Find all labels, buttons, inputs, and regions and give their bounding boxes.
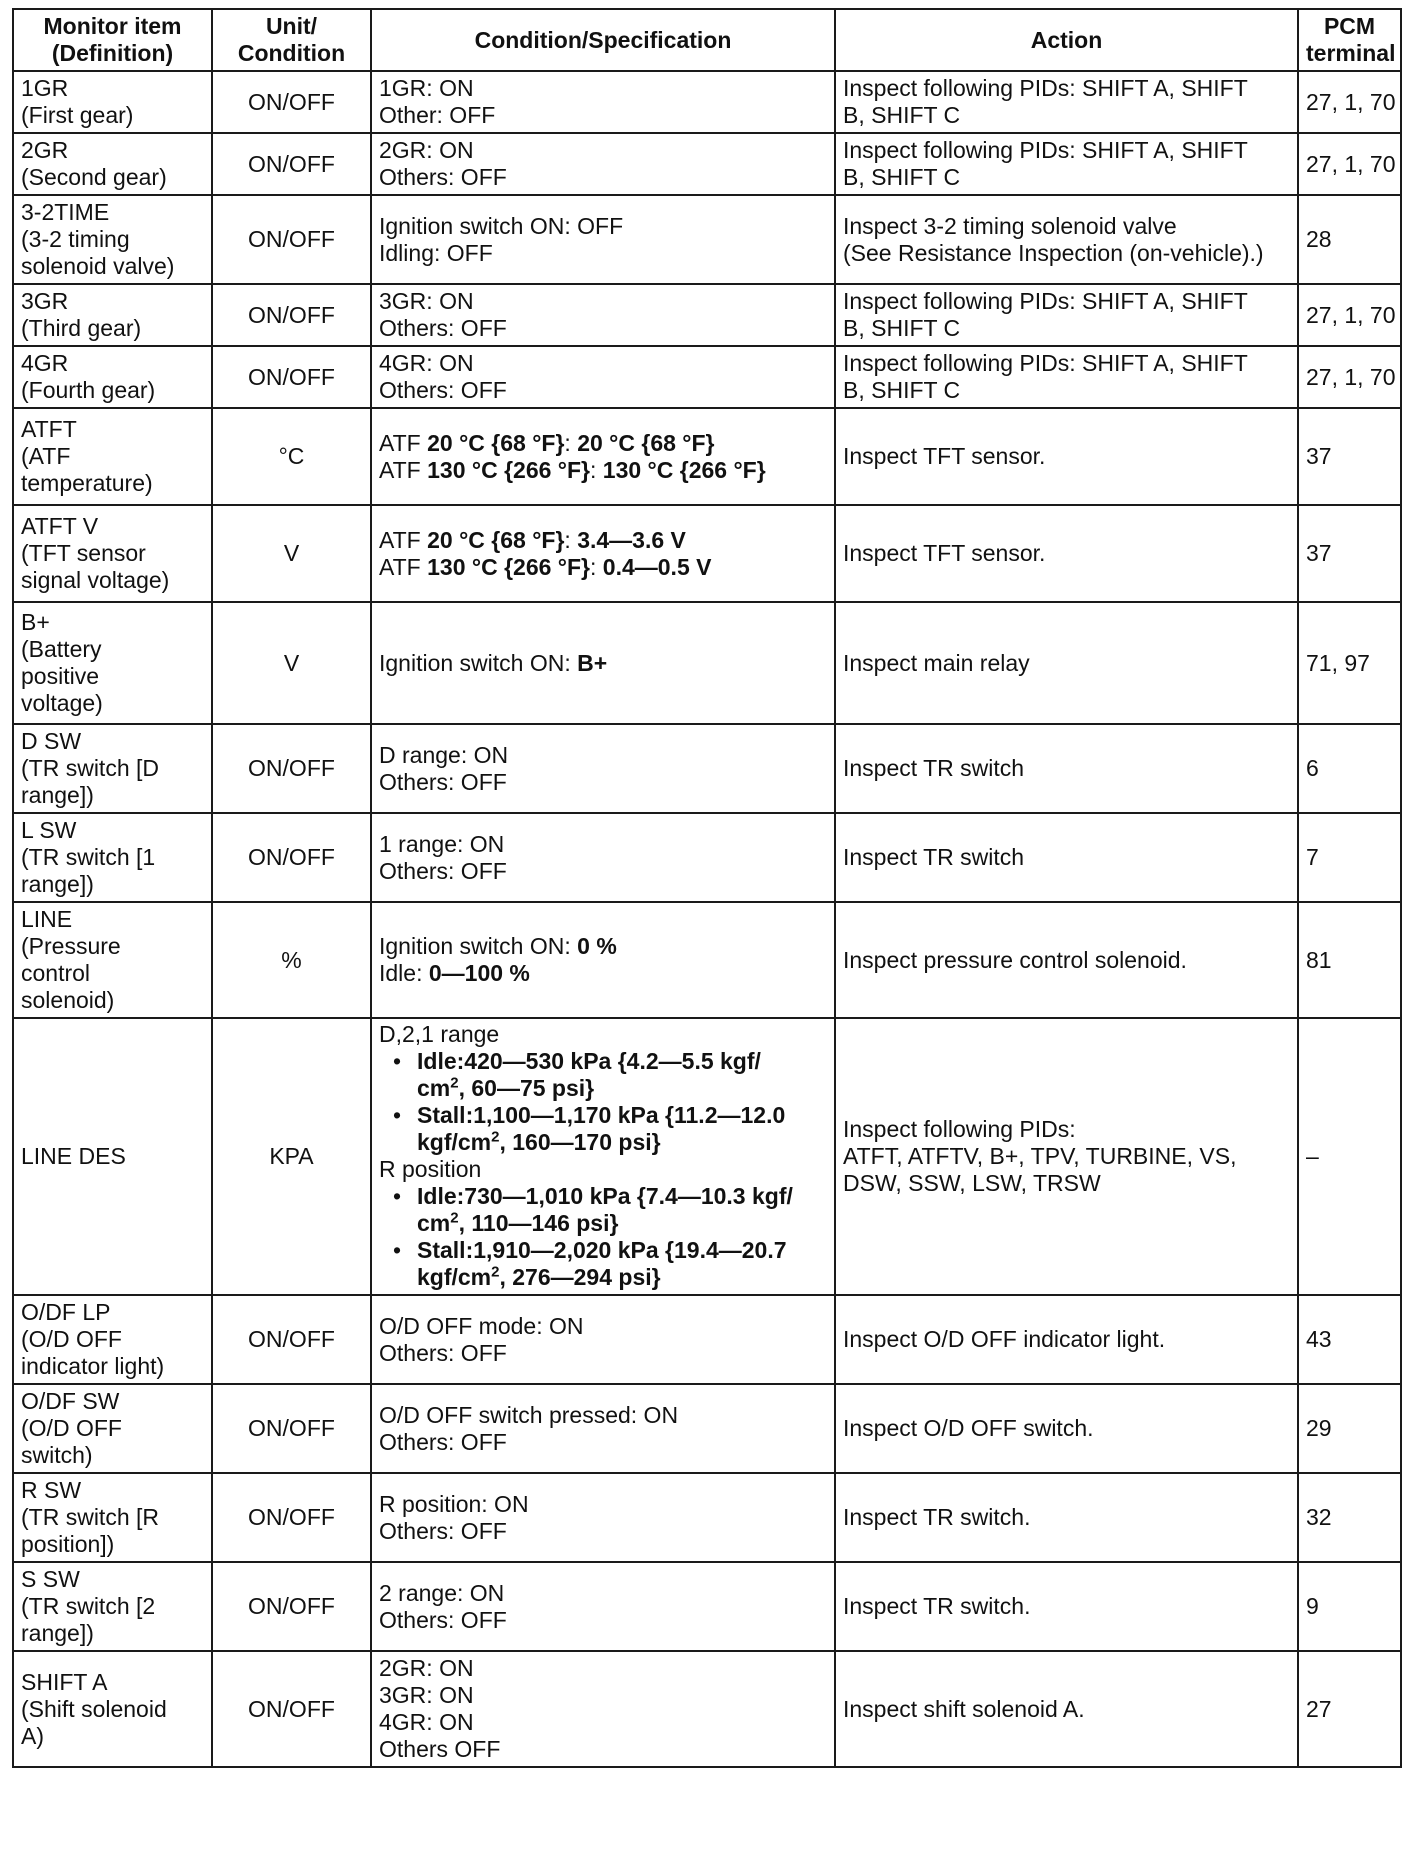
condition-cell — [371, 195, 835, 284]
monitor-item-line: ATFT V — [21, 513, 99, 539]
monitor-item-line: B+ — [21, 609, 50, 635]
condition-text: Others: OFF — [379, 768, 507, 795]
action-line: Inspect following PIDs: SHIFT A, SHIFT — [843, 288, 1248, 314]
condition-line — [379, 1402, 827, 1429]
action-line: Inspect O/D OFF indicator light. — [843, 1326, 1166, 1352]
monitor-item-cell — [13, 1473, 212, 1562]
action-line: Inspect following PIDs: SHIFT A, SHIFT — [843, 137, 1248, 163]
condition-bullet — [407, 1048, 827, 1102]
monitor-item-line: control — [21, 960, 91, 986]
condition-cell — [371, 505, 835, 602]
condition-text: 0—100 % — [428, 960, 530, 986]
action-line: Inspect 3-2 timing solenoid valve — [843, 212, 1177, 239]
action-cell — [835, 346, 1298, 408]
monitor-item-line: (3-2 timing — [21, 226, 130, 252]
unit-cell: KPA — [212, 1018, 371, 1295]
header-row — [13, 9, 1401, 71]
monitor-item-line: (Shift solenoid — [21, 1695, 167, 1722]
condition-line — [379, 1518, 827, 1545]
table-row — [13, 1651, 1401, 1767]
monitor-item-cell — [13, 346, 212, 408]
monitor-item-line: 3-2TIME — [21, 199, 110, 225]
table-row — [13, 71, 1401, 133]
monitor-item-line: range]) — [21, 782, 94, 808]
condition-text: 1 range: ON — [379, 830, 505, 857]
condition-text: : — [564, 429, 578, 456]
monitor-item-line: 1GR — [21, 75, 69, 101]
monitor-item-cell — [13, 284, 212, 346]
monitor-item-line: A) — [21, 1722, 44, 1749]
monitor-item-line: signal voltage) — [21, 567, 170, 593]
unit-cell: % — [212, 902, 371, 1018]
monitor-item-line: (O/D OFF — [21, 1326, 122, 1352]
condition-cell — [371, 71, 835, 133]
table-row — [13, 505, 1401, 602]
condition-text: 130 °C {266 °F} — [427, 456, 591, 483]
pcm-terminal-cell: 32 — [1298, 1473, 1401, 1562]
pcm-terminal-cell: 27, 1, 70 — [1298, 284, 1401, 346]
action-cell — [835, 505, 1298, 602]
unit-cell: ON/OFF — [212, 724, 371, 813]
monitor-item-cell — [13, 408, 212, 505]
condition-line — [379, 1709, 827, 1736]
condition-cell — [371, 133, 835, 195]
condition-text: Others: OFF — [379, 1517, 507, 1544]
monitor-item-line: (TR switch [D — [21, 755, 159, 781]
condition-cell — [371, 724, 835, 813]
table-row — [13, 346, 1401, 408]
action-line: Inspect TFT sensor. — [843, 443, 1046, 469]
monitor-item-line: range]) — [21, 871, 94, 897]
action-cell — [835, 1384, 1298, 1473]
table-row — [13, 902, 1401, 1018]
action-line: Inspect O/D OFF switch. — [843, 1415, 1094, 1441]
monitor-item-line: R SW — [21, 1477, 82, 1503]
table-row — [13, 1018, 1401, 1295]
monitor-item-line: S SW — [21, 1566, 80, 1592]
table-row — [13, 408, 1401, 505]
condition-text: Others: OFF — [379, 1606, 507, 1633]
table-row — [13, 724, 1401, 813]
pcm-terminal-cell: 27, 1, 70 — [1298, 71, 1401, 133]
action-line: Inspect TR switch. — [843, 1504, 1031, 1530]
condition-text: ATF — [379, 553, 428, 580]
action-cell — [835, 1473, 1298, 1562]
condition-text: 20 °C {68 °F} — [427, 526, 565, 553]
pcm-terminal-cell: 27, 1, 70 — [1298, 133, 1401, 195]
action-cell — [835, 133, 1298, 195]
monitor-item-line: solenoid valve) — [21, 253, 175, 279]
condition-cell — [371, 284, 835, 346]
monitor-item-line: (TFT sensor — [21, 540, 146, 566]
condition-text: R position: ON — [379, 1490, 529, 1517]
condition-bullet-text: • Idle:730—1,010 kPa {7.4—10.3 kgf/ $cm^2$, 110—146 psi} — [417, 1183, 793, 1236]
monitor-item-line: O/DF SW — [21, 1388, 120, 1414]
condition-text: Others: OFF — [379, 377, 507, 403]
condition-line — [379, 831, 827, 858]
pcm-terminal-cell: 7 — [1298, 813, 1401, 902]
monitor-item-line: 4GR — [21, 350, 69, 376]
monitor-item-line: positive — [21, 663, 99, 689]
pcm-terminal-cell: 9 — [1298, 1562, 1401, 1651]
condition-text: 130 °C {266 °F} — [602, 456, 766, 483]
condition-line — [379, 1313, 827, 1340]
condition-cell — [371, 346, 835, 408]
condition-line — [379, 1340, 827, 1367]
action-line: B, SHIFT C — [843, 102, 961, 128]
unit-cell: V — [212, 505, 371, 602]
monitor-item-line: (TR switch [R — [21, 1504, 159, 1530]
unit-cell: ON/OFF — [212, 346, 371, 408]
condition-text: 20 °C {68 °F} — [427, 429, 565, 456]
monitor-item-line: SHIFT A — [21, 1668, 108, 1695]
condition-group-title: D,2,1 range — [379, 1021, 500, 1047]
action-cell — [835, 408, 1298, 505]
condition-cell — [371, 1562, 835, 1651]
condition-bullet — [407, 1102, 827, 1156]
monitor-item-line: (Second gear) — [21, 164, 167, 190]
condition-line — [379, 1491, 827, 1518]
condition-text: 0.4—0.5 V — [602, 553, 712, 580]
condition-line — [379, 75, 827, 102]
condition-line — [379, 315, 827, 342]
condition-text: D range: ON — [379, 741, 509, 768]
action-line: (See Resistance Inspection (on-vehicle).) — [843, 239, 1264, 266]
condition-text: O/D OFF mode: ON — [379, 1312, 584, 1339]
pcm-terminal-cell: 27, 1, 70 — [1298, 346, 1401, 408]
action-line: Inspect main relay — [843, 649, 1030, 676]
condition-text: Ignition switch ON: OFF — [379, 212, 624, 239]
action-line: DSW, SSW, LSW, TRSW — [843, 1170, 1101, 1196]
action-line: Inspect TR switch — [843, 755, 1025, 781]
condition-text: Ignition switch ON: — [379, 649, 578, 676]
action-line: B, SHIFT C — [843, 164, 961, 190]
condition-bullet — [407, 1237, 827, 1291]
condition-line — [379, 457, 827, 484]
table-row — [13, 133, 1401, 195]
monitor-item-line: (TR switch [2 — [21, 1593, 156, 1619]
table-row — [13, 1295, 1401, 1384]
monitor-item-cell — [13, 724, 212, 813]
monitor-item-line: indicator light) — [21, 1353, 165, 1379]
monitor-item-line: L SW — [21, 817, 77, 843]
monitor-item-line: temperature) — [21, 470, 153, 496]
condition-text: Others: OFF — [379, 164, 507, 190]
action-line: Inspect following PIDs: — [843, 1116, 1076, 1142]
condition-line — [379, 858, 827, 885]
monitor-item-line: ATFT — [21, 416, 77, 442]
condition-line — [379, 554, 827, 581]
table-row — [13, 1473, 1401, 1562]
condition-text: Idling: OFF — [379, 239, 493, 266]
monitor-item-cell — [13, 1018, 212, 1295]
action-line: Inspect pressure control solenoid. — [843, 946, 1187, 973]
action-line: Inspect shift solenoid A. — [843, 1695, 1085, 1722]
table-body — [13, 71, 1401, 1767]
condition-text: 0 % — [577, 933, 617, 959]
action-line: Inspect TR switch. — [843, 1593, 1031, 1619]
condition-text: 130 °C {266 °F} — [427, 553, 591, 580]
table-row — [13, 1562, 1401, 1651]
condition-line — [379, 288, 827, 315]
table-row — [13, 195, 1401, 284]
condition-text: 1GR: ON — [379, 75, 474, 101]
pcm-terminal-cell: 28 — [1298, 195, 1401, 284]
monitor-item-cell — [13, 71, 212, 133]
monitor-item-cell — [13, 902, 212, 1018]
monitor-item-line: (Third gear) — [21, 315, 142, 341]
condition-text: 20 °C {68 °F} — [577, 429, 715, 456]
condition-line — [379, 1580, 827, 1607]
action-cell — [835, 71, 1298, 133]
condition-cell — [371, 902, 835, 1018]
condition-text: 2 range: ON — [379, 1579, 505, 1606]
unit-cell: ON/OFF — [212, 1473, 371, 1562]
condition-line — [379, 527, 827, 554]
monitor-item-line: LINE DES — [21, 1143, 126, 1169]
header-action: Action — [835, 9, 1298, 71]
action-line: B, SHIFT C — [843, 315, 961, 341]
monitor-item-line: LINE — [21, 906, 73, 932]
monitor-item-line: D SW — [21, 728, 82, 754]
monitor-item-line: (Fourth gear) — [21, 377, 156, 403]
monitor-item-line: switch) — [21, 1442, 93, 1468]
action-line: Inspect TFT sensor. — [843, 540, 1046, 566]
unit-cell: ON/OFF — [212, 1295, 371, 1384]
condition-cell — [371, 1295, 835, 1384]
condition-line — [379, 1682, 827, 1709]
condition-text: : — [564, 526, 578, 553]
action-line: B, SHIFT C — [843, 377, 961, 403]
monitor-item-line: range]) — [21, 1620, 94, 1646]
header-monitor-item: Monitor item (Definition) — [13, 9, 212, 71]
monitor-item-line: (Battery — [21, 636, 102, 662]
condition-text: Others: OFF — [379, 315, 507, 341]
monitor-item-cell — [13, 1384, 212, 1473]
condition-line — [379, 350, 827, 377]
header-pcm-terminal: PCM terminal — [1298, 9, 1401, 71]
condition-text: 4GR: ON — [379, 1709, 474, 1735]
condition-cell — [371, 1651, 835, 1767]
condition-text: Other: OFF — [379, 102, 496, 128]
action-cell — [835, 602, 1298, 724]
condition-text: ATF — [379, 526, 428, 553]
condition-text: 2GR: ON — [379, 137, 474, 163]
monitor-item-line: solenoid) — [21, 987, 115, 1013]
monitor-item-line: 2GR — [21, 137, 69, 163]
condition-text: 3GR: ON — [379, 1682, 474, 1708]
condition-cell — [371, 1473, 835, 1562]
condition-line — [379, 213, 827, 240]
condition-text: Others OFF — [379, 1736, 501, 1762]
monitor-item-cell — [13, 1562, 212, 1651]
pcm-terminal-cell: 29 — [1298, 1384, 1401, 1473]
condition-line — [379, 377, 827, 404]
action-cell — [835, 284, 1298, 346]
monitor-item-line: (Pressure — [21, 933, 121, 959]
action-line: Inspect following PIDs: SHIFT A, SHIFT — [843, 75, 1248, 101]
header-condition: Condition/Specification — [371, 9, 835, 71]
unit-cell: ON/OFF — [212, 813, 371, 902]
pcm-terminal-cell: 6 — [1298, 724, 1401, 813]
action-cell — [835, 1651, 1298, 1767]
condition-bullet — [407, 1183, 827, 1237]
condition-line — [379, 960, 827, 987]
condition-line — [379, 650, 827, 677]
monitor-item-cell — [13, 602, 212, 724]
monitor-item-line: 3GR — [21, 288, 69, 314]
unit-cell: ON/OFF — [212, 1651, 371, 1767]
monitor-item-cell — [13, 1295, 212, 1384]
action-cell — [835, 813, 1298, 902]
pcm-terminal-cell: – — [1298, 1018, 1401, 1295]
action-cell — [835, 724, 1298, 813]
monitor-item-cell — [13, 813, 212, 902]
condition-cell — [371, 1384, 835, 1473]
condition-text: B+ — [577, 649, 608, 676]
action-cell — [835, 1018, 1298, 1295]
condition-bullet-list — [379, 1048, 827, 1156]
condition-line — [379, 933, 827, 960]
condition-text: 4GR: ON — [379, 350, 474, 376]
condition-line — [379, 240, 827, 267]
condition-text: Others: OFF — [379, 1428, 507, 1455]
pcm-terminal-cell: 27 — [1298, 1651, 1401, 1767]
table-row — [13, 602, 1401, 724]
unit-cell: V — [212, 602, 371, 724]
condition-bullet-text: • Idle:420—530 kPa {4.2—5.5 kgf/ $cm^2$, 60—75 psi} — [417, 1048, 761, 1101]
condition-text: 3.4—3.6 V — [577, 526, 686, 553]
condition-line — [379, 1736, 827, 1763]
table-row — [13, 284, 1401, 346]
unit-cell: °C — [212, 408, 371, 505]
condition-group-title: R position — [379, 1156, 482, 1182]
condition-cell — [371, 1018, 835, 1295]
condition-line — [379, 102, 827, 129]
action-cell — [835, 1295, 1298, 1384]
condition-bullet-list — [379, 1183, 827, 1291]
condition-text: Others: OFF — [379, 857, 507, 884]
condition-line — [379, 1607, 827, 1634]
pcm-terminal-cell: 71, 97 — [1298, 602, 1401, 724]
condition-text: Ignition switch ON: — [379, 933, 578, 959]
monitor-item-line: (TR switch [1 — [21, 844, 156, 870]
action-line: Inspect following PIDs: SHIFT A, SHIFT — [843, 350, 1248, 376]
condition-line — [379, 430, 827, 457]
pcm-terminal-cell: 37 — [1298, 408, 1401, 505]
condition-cell — [371, 813, 835, 902]
monitor-item-cell — [13, 505, 212, 602]
condition-line — [379, 1429, 827, 1456]
condition-line — [379, 742, 827, 769]
condition-text: : — [590, 456, 603, 483]
monitor-item-cell — [13, 1651, 212, 1767]
monitor-item-cell — [13, 133, 212, 195]
condition-bullet-text: • Stall:1,910—2,020 kPa {19.4—20.7 kgf/$cm^2$, 276—294 psi} — [417, 1237, 787, 1290]
condition-text: Idle: — [379, 960, 429, 986]
action-line: Inspect TR switch — [843, 844, 1025, 870]
condition-text: ATF — [379, 429, 428, 456]
condition-bullet-text: • Stall:1,100—1,170 kPa {11.2—12.0 kgf/$cm^2$, 160—170 psi} — [417, 1102, 786, 1155]
condition-cell — [371, 602, 835, 724]
unit-cell: ON/OFF — [212, 1562, 371, 1651]
condition-text: 2GR: ON — [379, 1655, 474, 1681]
condition-line — [379, 769, 827, 796]
pcm-terminal-cell: 43 — [1298, 1295, 1401, 1384]
condition-cell — [371, 408, 835, 505]
condition-text: O/D OFF switch pressed: ON — [379, 1401, 679, 1428]
condition-text: Others: OFF — [379, 1339, 507, 1366]
action-cell — [835, 1562, 1298, 1651]
monitor-item-line: (ATF — [21, 443, 71, 469]
condition-line — [379, 137, 827, 164]
monitor-item-line: (First gear) — [21, 102, 134, 128]
condition-text: : — [590, 553, 603, 580]
table-row — [13, 1384, 1401, 1473]
condition-text: 3GR: ON — [379, 288, 474, 314]
monitor-item-line: voltage) — [21, 690, 103, 716]
action-cell — [835, 195, 1298, 284]
pcm-terminal-cell: 81 — [1298, 902, 1401, 1018]
monitor-item-table — [12, 8, 1402, 1768]
monitor-item-line: (O/D OFF — [21, 1415, 122, 1441]
action-line: ATFT, ATFTV, B+, TPV, TURBINE, VS, — [843, 1143, 1237, 1169]
header-unit: Unit/ Condition — [212, 9, 371, 71]
condition-line — [379, 1655, 827, 1682]
monitor-item-line: position]) — [21, 1531, 115, 1557]
condition-line — [379, 164, 827, 191]
monitor-item-cell — [13, 195, 212, 284]
action-cell — [835, 902, 1298, 1018]
condition-text: ATF — [379, 456, 428, 483]
table-row — [13, 813, 1401, 902]
unit-cell: ON/OFF — [212, 195, 371, 284]
unit-cell: ON/OFF — [212, 284, 371, 346]
pcm-terminal-cell: 37 — [1298, 505, 1401, 602]
unit-cell: ON/OFF — [212, 71, 371, 133]
monitor-item-line: O/DF LP — [21, 1299, 111, 1325]
unit-cell: ON/OFF — [212, 1384, 371, 1473]
unit-cell: ON/OFF — [212, 133, 371, 195]
